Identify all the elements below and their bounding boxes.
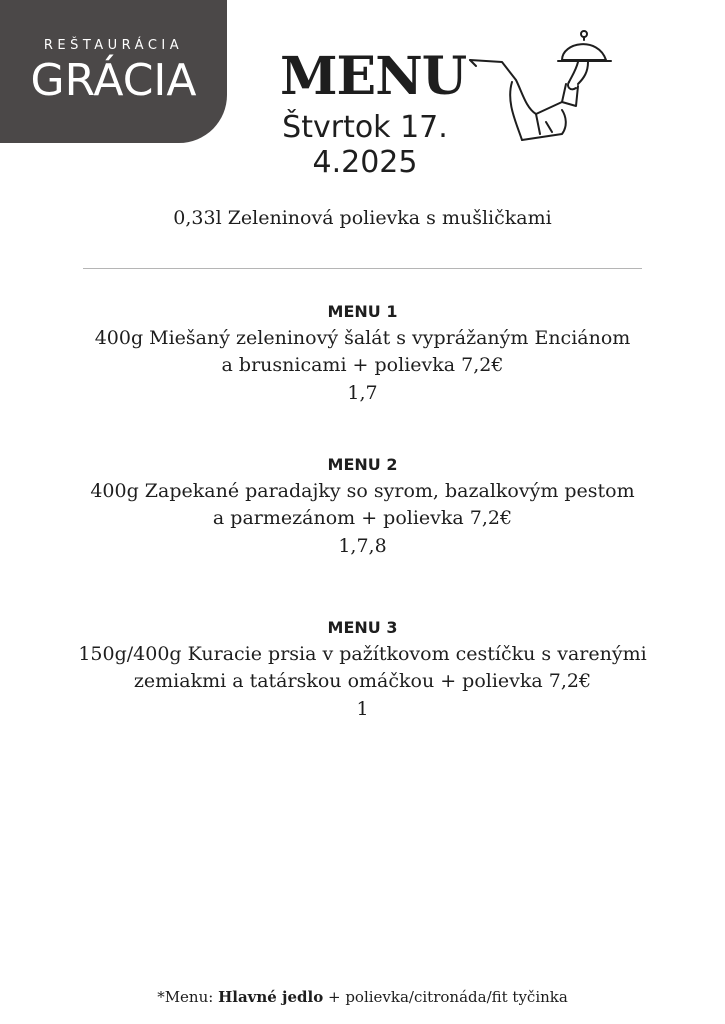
- menu-heading: MENU 3: [327, 618, 398, 637]
- footnote-bold: Hlavné jedlo: [218, 988, 324, 1006]
- allergens: 1,7,8: [338, 535, 387, 557]
- restaurant-logo: [0, 0, 227, 143]
- menu-description: 400g Zapekané paradajky so syrom, bazalkovým pestom: [90, 480, 635, 502]
- allergens: 1,7: [347, 382, 378, 404]
- page-title: MENU: [280, 46, 467, 107]
- logo-subtitle: REŠTAURÁCIA: [43, 38, 184, 53]
- menu-heading: MENU 1: [327, 302, 398, 321]
- footnote-suffix: + polievka/citronáda/fit tyčinka: [323, 988, 568, 1006]
- menu-footnote: [0, 988, 725, 1006]
- menu-description: a brusnicami + polievka 7,2€: [221, 354, 504, 376]
- menu-heading: MENU 2: [327, 455, 398, 474]
- logo-name: GRÁCIA: [30, 55, 197, 106]
- menu-description: zemiakmi a tatárskou omáčkou + polievka 7,2€: [133, 670, 592, 692]
- divider: [83, 268, 642, 269]
- menu-description: a parmezánom + polievka 7,2€: [212, 507, 513, 529]
- footnote-prefix: *Menu:: [157, 988, 219, 1006]
- waiter-with-cloche-icon: [466, 22, 616, 147]
- allergens: 1: [356, 698, 369, 720]
- menu-description: 400g Miešaný zeleninový šalát s vyprážaným Enciánom: [94, 327, 631, 349]
- menu-description: 150g/400g Kuracie prsia v pažítkovom cestíčku s varenými: [78, 643, 647, 665]
- soup-of-the-day: 0,33l Zeleninová polievka s mušličkami: [173, 207, 552, 229]
- menu-date: Štvrtok 17. 4.2025: [282, 110, 448, 180]
